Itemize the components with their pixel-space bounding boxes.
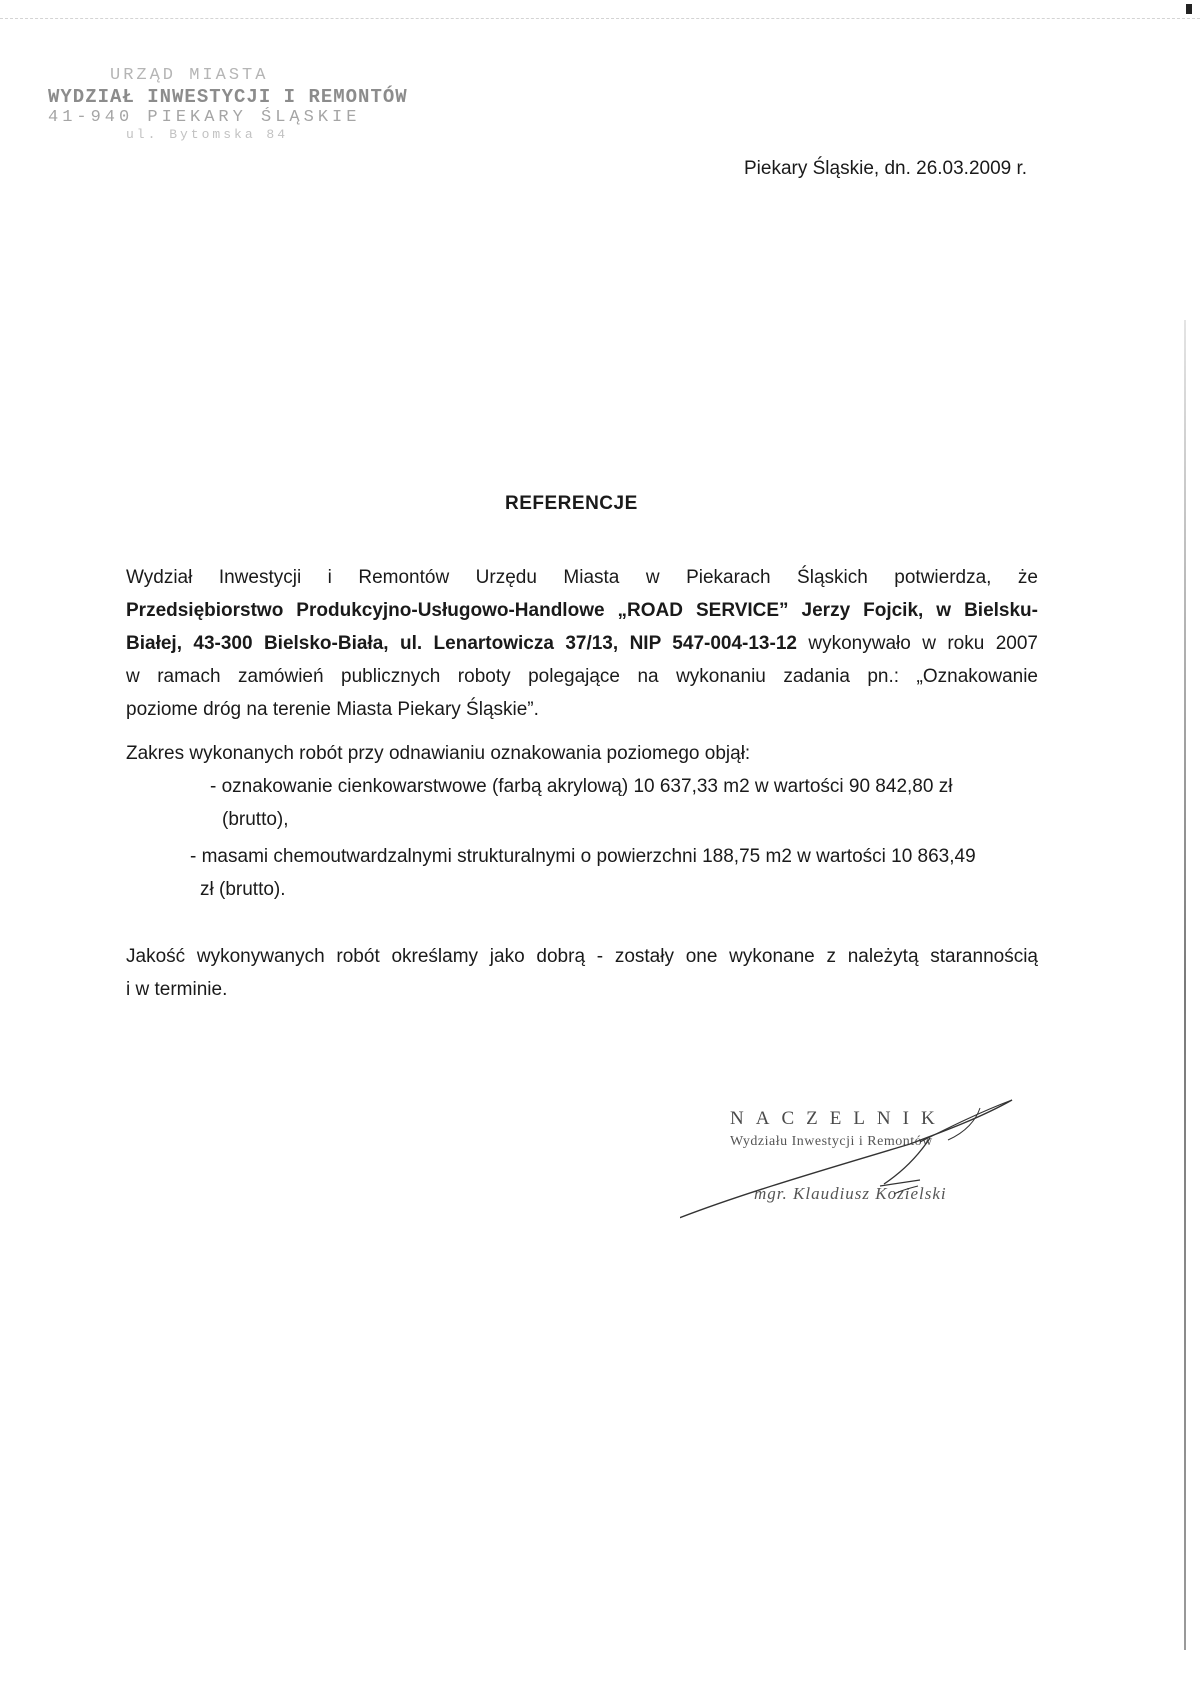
company-address-line	[126, 627, 1038, 660]
paragraph-confirmation	[126, 561, 1038, 726]
scan-top-edge	[0, 0, 1200, 19]
scan-corner-mark	[1186, 4, 1192, 14]
signature-block	[680, 1098, 1020, 1228]
scope-item-2-cont: zł (brutto).	[200, 879, 286, 900]
signature-role: NACZELNIK	[730, 1108, 947, 1129]
paragraph-line-rest: wykonywało w roku 2007	[796, 633, 1038, 654]
signature-name: mgr. Klaudiusz Kozielski	[754, 1184, 947, 1203]
stamp-line-2: WYDZIAŁ INWESTYCJI I REMONTÓW	[48, 85, 408, 108]
scan-right-edge	[1184, 320, 1186, 1650]
paragraph-line: Wydział Inwestycji i Remontów Urzędu Miasta w Piekarach Śląskich potwierdza, że	[126, 567, 1038, 588]
document-title: REFERENCJE	[505, 493, 638, 514]
signature-department: Wydziału Inwestycji i Remontów	[730, 1134, 933, 1149]
paragraph-quality	[126, 940, 1038, 1006]
scope-intro	[126, 737, 1038, 770]
scope-item-1-cont: (brutto),	[222, 809, 289, 830]
office-stamp	[48, 66, 408, 143]
stamp-line-1: URZĄD MIASTA	[110, 66, 269, 85]
paragraph-line: Jakość wykonywanych robót określamy jako dobrą - zostały one wykonane z należytą starannością	[126, 946, 1038, 967]
company-name-line: Przedsiębiorstwo Produkcyjno-Usługowo-Handlowe „ROAD SERVICE” Jerzy Fojcik, w Bielsku-	[126, 600, 1038, 621]
handwritten-signature	[680, 1098, 1020, 1228]
paragraph-line: poziome dróg na terenie Miasta Piekary Śląskie”.	[126, 699, 539, 720]
scope-item-2: - masami chemoutwardzalnymi strukturalnymi o powierzchni 188,75 m2 w wartości 10 863,49	[190, 846, 976, 867]
paragraph-line: w ramach zamówień publicznych roboty polegające na wykonaniu zadania pn.: „Oznakowanie	[126, 666, 1038, 687]
stamp-line-4: ul. Bytomska 84	[126, 127, 289, 143]
date-line: Piekary Śląskie, dn. 26.03.2009 r.	[744, 158, 1028, 179]
company-address: Białej, 43-300 Bielsko-Biała, ul. Lenartowicza 37/13, NIP 547-004-13-12	[126, 633, 797, 654]
stamp-line-3: 41-940 PIEKARY ŚLĄSKIE	[48, 107, 361, 127]
paragraph-line: i w terminie.	[126, 979, 228, 1000]
scope-item-1: - oznakowanie cienkowarstwowe (farbą akrylową) 10 637,33 m2 w wartości 90 842,80 zł	[210, 776, 953, 797]
scope-intro-text: Zakres wykonanych robót przy odnawianiu oznakowania poziomego objął:	[126, 743, 751, 764]
